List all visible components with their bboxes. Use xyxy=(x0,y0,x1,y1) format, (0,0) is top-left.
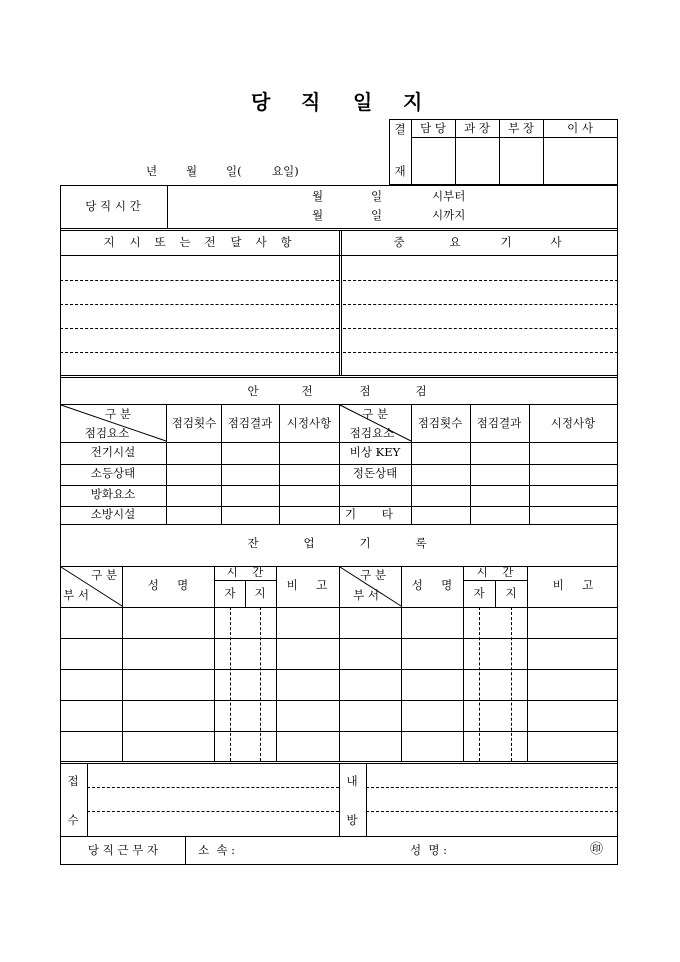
footer-name: 성 명 : xyxy=(410,843,448,857)
approval-role-4: 이 사 xyxy=(567,121,593,135)
overtime-time-left: 시 간 xyxy=(226,565,264,579)
safety-item-right-2: 정돈상태 xyxy=(352,466,398,480)
safety-item-left-4: 소방시설 xyxy=(90,507,136,521)
safety-division-left: 구 분 xyxy=(105,407,131,421)
overtime-from-right: 자 xyxy=(473,586,485,600)
overtime-to-left: 지 xyxy=(254,586,266,600)
approval-role-3: 부 장 xyxy=(508,121,534,135)
approval-label-bottom: 재 xyxy=(394,164,406,178)
overtime-division-left: 구 분 xyxy=(91,568,117,582)
safety-item-right-1: 비상 KEY xyxy=(349,445,401,459)
date-month: 월 xyxy=(186,164,198,178)
visitor-label-top: 내 xyxy=(346,774,358,788)
safety-col-correction-right: 시정사항 xyxy=(550,416,596,430)
overtime-name-right: 성 명 xyxy=(411,578,453,592)
safety-col-correction-left: 시정사항 xyxy=(286,416,332,430)
overtime-name-left: 성 명 xyxy=(147,578,189,592)
title-char-2: 직 xyxy=(301,90,321,114)
duty-time-day-2: 일 xyxy=(371,208,383,222)
footer-label: 당 직 근 무 자 xyxy=(87,843,159,857)
overtime-time-right: 시 간 xyxy=(476,565,514,579)
date-day: 일( xyxy=(226,164,242,178)
safety-item-left-2: 소등상태 xyxy=(90,466,136,480)
overtime-department-left: 부 서 xyxy=(63,588,89,602)
duty-time-from: 시부터 xyxy=(432,189,466,203)
approval-role-2: 과 장 xyxy=(464,121,490,135)
safety-element-left: 점검요소 xyxy=(84,426,130,440)
safety-item-left-1: 전기시설 xyxy=(90,445,136,459)
safety-col-count-right: 점검횟수 xyxy=(417,416,463,430)
overtime-remarks-left: 비 고 xyxy=(286,578,328,592)
safety-division-right: 구 분 xyxy=(362,407,388,421)
approval-role-1: 담 당 xyxy=(420,121,446,135)
visitor-label-bottom: 방 xyxy=(346,813,358,827)
title-char-1: 당 xyxy=(251,90,271,114)
duty-time-month-2: 월 xyxy=(312,208,324,222)
title-char-3: 일 xyxy=(353,90,373,114)
reception-label-bottom: 수 xyxy=(67,813,79,827)
overtime-from-left: 자 xyxy=(224,586,236,600)
title-char-4: 지 xyxy=(403,90,423,114)
safety-item-left-3: 방화요소 xyxy=(90,487,136,501)
safety-col-result-left: 점검결과 xyxy=(227,416,273,430)
seal-icon: ㊞ xyxy=(590,842,604,857)
duty-time-label: 당 직 시 간 xyxy=(85,199,141,213)
date-weekday: 요일) xyxy=(272,164,299,178)
overtime-department-right: 부 서 xyxy=(353,588,379,602)
footer-affiliation: 소 속 : xyxy=(198,843,236,857)
safety-col-result-right: 점검결과 xyxy=(476,416,522,430)
overtime-remarks-right: 비 고 xyxy=(552,578,594,592)
duty-time-month-1: 월 xyxy=(312,189,324,203)
reception-label-top: 접 xyxy=(67,774,79,788)
date-year: 년 xyxy=(146,164,158,178)
safety-col-count-left: 점검횟수 xyxy=(171,416,217,430)
duty-time-day-1: 일 xyxy=(371,189,383,203)
safety-element-right: 점검요소 xyxy=(349,426,395,440)
duty-time-until: 시까지 xyxy=(432,208,466,222)
overtime-division-right: 구 분 xyxy=(360,568,386,582)
approval-label-top: 결 xyxy=(394,122,406,136)
safety-item-right-4: 기 타 xyxy=(345,507,393,521)
overtime-to-right: 지 xyxy=(505,586,517,600)
